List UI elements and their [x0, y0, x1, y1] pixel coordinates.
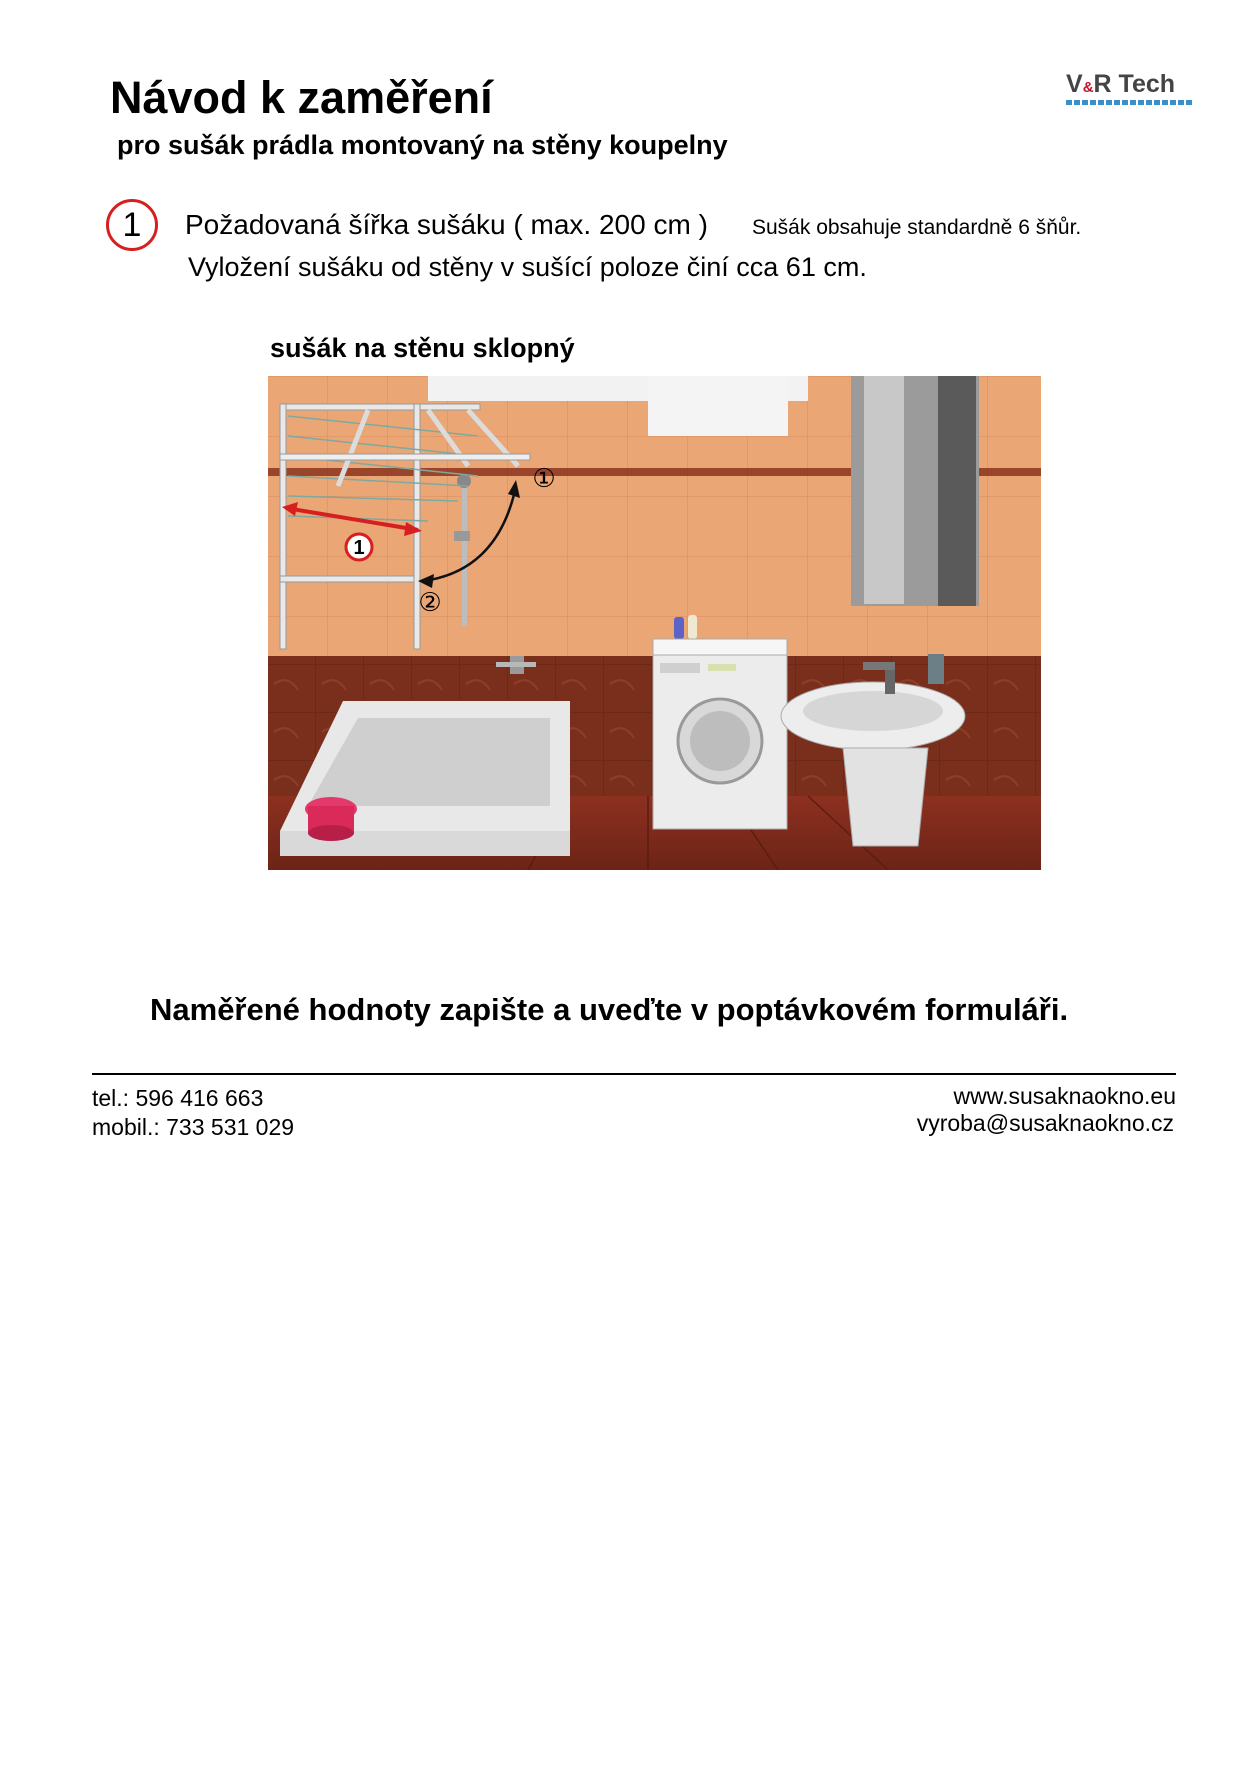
page-subtitle: pro sušák prádla montovaný na stěny koupelny — [117, 130, 728, 160]
position-1-marker: ① — [532, 464, 556, 494]
bathroom-illustration — [268, 376, 1041, 870]
website-link[interactable]: www.susaknaokno.eu — [953, 1083, 1176, 1109]
page-title: Návod k zaměření — [110, 72, 493, 123]
email-link[interactable]: vyroba@susaknaokno.cz — [916, 1110, 1174, 1136]
position-2-marker: ② — [418, 588, 442, 618]
footer-divider — [92, 1073, 1176, 1075]
projection-text: Vyložení sušáku od stěny v sušící poloze činí cca 61 cm. — [188, 252, 867, 282]
figure-caption: sušák na stěnu sklopný — [270, 333, 575, 363]
step-number-badge: 1 — [106, 199, 158, 251]
phone-number: tel.: 596 416 663 — [92, 1085, 264, 1111]
width-marker-label: 1 — [353, 537, 365, 559]
required-width-text: Požadovaná šířka sušáku ( max. 200 cm ) — [185, 209, 708, 240]
cords-note: Sušák obsahuje standardně 6 šňůr. — [752, 216, 1082, 239]
mobile-number: mobil.: 733 531 029 — [92, 1114, 295, 1140]
instruction-text: Naměřené hodnoty zapište a uveďte v poptávkovém formuláři. — [150, 992, 1069, 1027]
vr-tech-logo: V&R Tech — [1066, 70, 1196, 110]
